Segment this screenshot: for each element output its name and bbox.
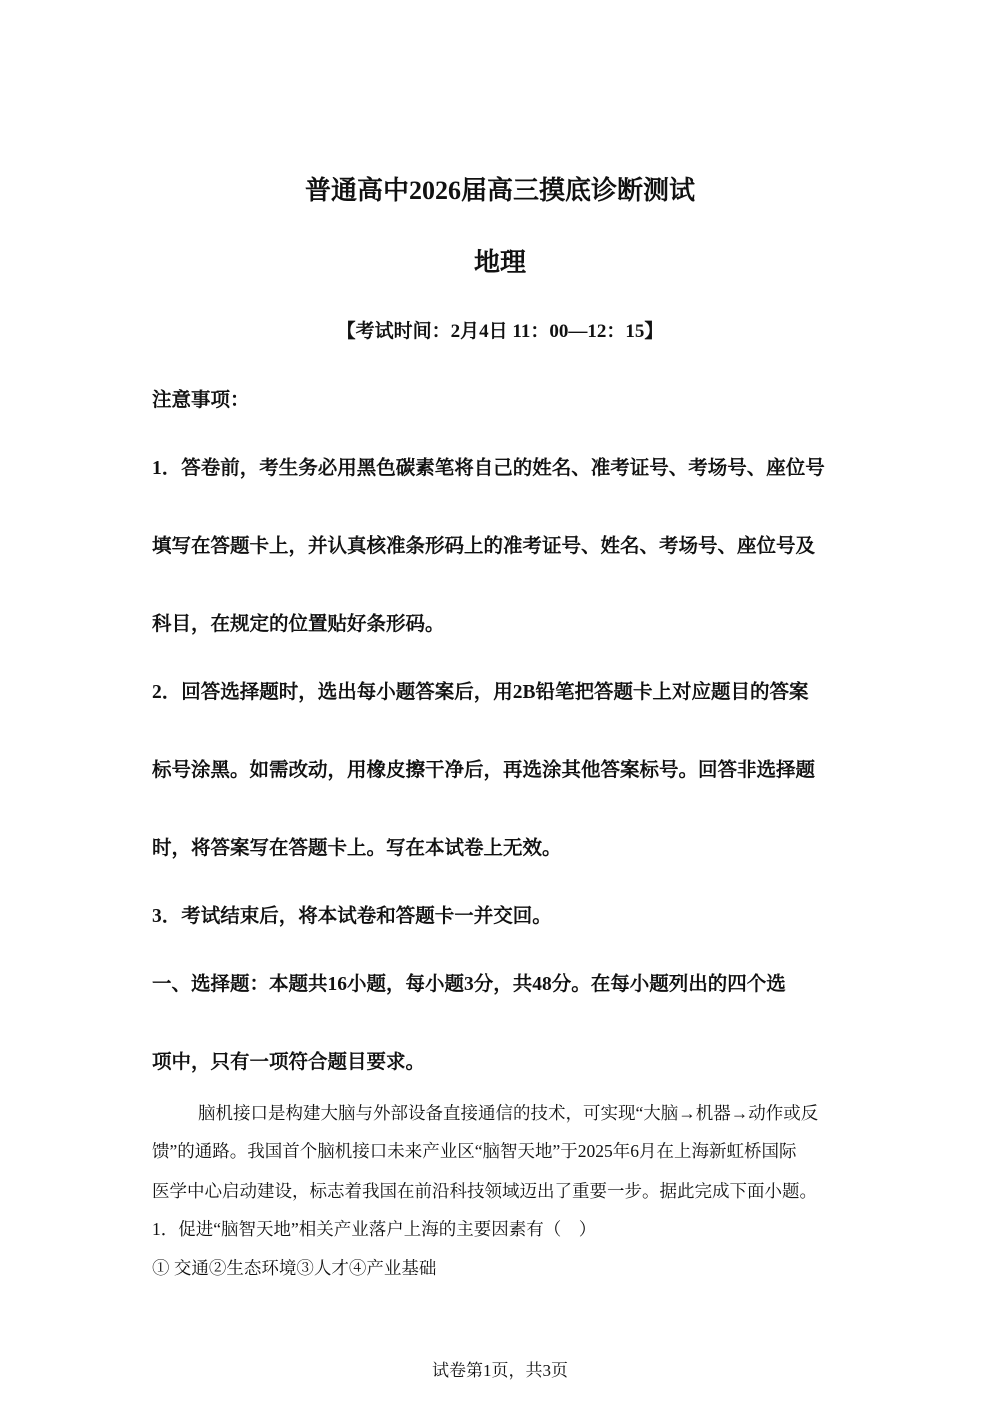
notice-line: 1．答卷前，考生务必用黑色碳素笔将自己的姓名、准考证号、考场号、座位号	[152, 458, 825, 479]
passage-line: 脑机接口是构建大脑与外部设备直接通信的技术，可实现“大脑→机器→动作或反	[198, 1103, 819, 1123]
section-heading: 一、选择题：本题共16小题，每小题3分，共48分。在每小题列出的四个选	[152, 974, 786, 995]
page-footer: 试卷第1页，共3页	[432, 1361, 568, 1380]
notice-line: 填写在答题卡上，并认真核准条形码上的准考证号、姓名、考场号、座位号及	[152, 536, 816, 557]
document-title: 普通高中2026届高三摸底诊断测试	[304, 176, 695, 205]
question-options: ① 交通②生态环境③人才④产业基础	[152, 1258, 437, 1278]
passage-line: 医学中心启动建设，标志着我国在前沿科技领域迈出了重要一步。据此完成下面小题。	[152, 1181, 817, 1201]
section-heading: 项中，只有一项符合题目要求。	[152, 1052, 426, 1073]
subject-title: 地理	[473, 248, 526, 277]
notice-line: 标号涂黑。如需改动，用橡皮擦干净后，再选涂其他答案标号。回答非选择题	[152, 760, 816, 781]
exam-time: 【考试时间：2月4日 11：00—12：15】	[336, 321, 664, 342]
notice-heading: 注意事项：	[152, 390, 250, 411]
notice-line: 科目，在规定的位置贴好条形码。	[152, 614, 445, 635]
notice-line: 3．考试结束后，将本试卷和答题卡一并交回。	[152, 906, 552, 927]
notice-line: 2．回答选择题时，选出每小题答案后，用2B铅笔把答题卡上对应题目的答案	[152, 682, 809, 703]
passage-line: 馈”的通路。我国首个脑机接口未来产业区“脑智天地”于2025年6月在上海新虹桥国际	[152, 1141, 797, 1161]
notice-line: 时，将答案写在答题卡上。写在本试卷上无效。	[152, 838, 562, 859]
question-stem: 1．促进“脑智天地”相关产业落户上海的主要因素有（ ）	[152, 1219, 597, 1239]
